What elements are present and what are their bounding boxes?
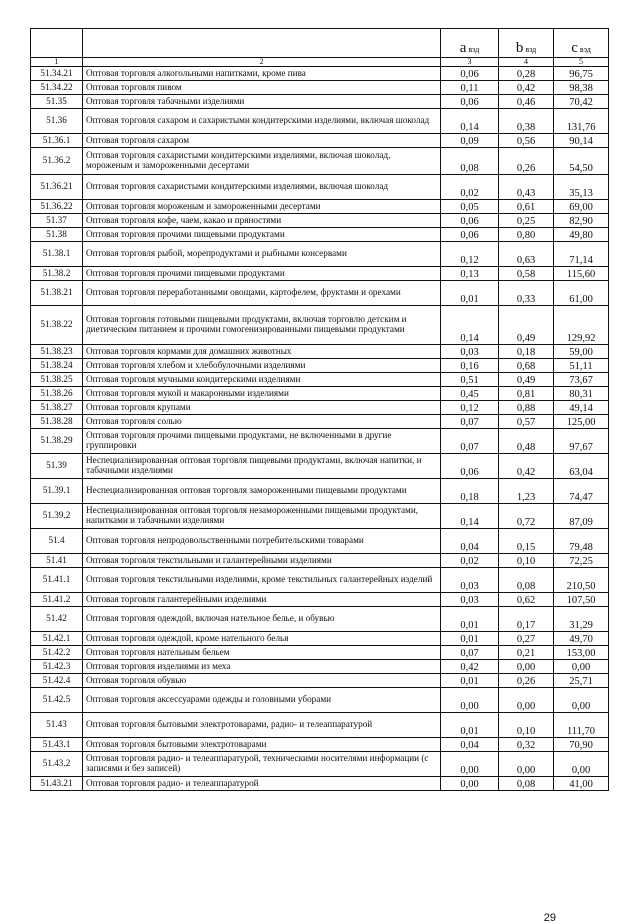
- row-value-c: 96,75: [554, 67, 609, 81]
- table-row: [31, 359, 609, 373]
- row-name: Оптовая торговля хлебом и хлебобулочными изделиями: [83, 359, 441, 373]
- row-code: 51.41.1: [31, 568, 83, 593]
- row-value-c: 49,14: [554, 401, 609, 415]
- row-code: 51.38.29: [31, 429, 83, 454]
- table-row: [31, 214, 609, 228]
- table-header: [31, 29, 609, 67]
- row-value-c: 153,00: [554, 646, 609, 660]
- row-value-b: 0,08: [499, 777, 554, 791]
- row-value-c: 61,00: [554, 281, 609, 306]
- row-code: 51.42.3: [31, 660, 83, 674]
- row-code: 51.35: [31, 95, 83, 109]
- row-name: Оптовая торговля радио- и телеаппаратурой, техническими носителями информации (с записями и без записей): [83, 752, 441, 777]
- table-row: [31, 228, 609, 242]
- row-value-a: 0,01: [441, 607, 499, 632]
- row-value-b: 0,00: [499, 752, 554, 777]
- row-name: Оптовая торговля текстильными и галантерейными изделиями: [83, 554, 441, 568]
- row-value-b: 0,80: [499, 228, 554, 242]
- row-name: Оптовая торговля сахаристыми кондитерскими изделиями, включая шоколад: [83, 175, 441, 200]
- row-value-a: 0,06: [441, 95, 499, 109]
- row-code: 51.43: [31, 713, 83, 738]
- row-code: 51.36.21: [31, 175, 83, 200]
- table-row: [31, 713, 609, 738]
- row-name: Оптовая торговля рыбой, морепродуктами и рыбными консервами: [83, 242, 441, 267]
- row-value-b: 0,38: [499, 109, 554, 134]
- row-value-a: 0,14: [441, 109, 499, 134]
- row-name: Неспециализированная оптовая торговля замороженными пищевыми продуктами: [83, 479, 441, 504]
- row-value-c: 41,00: [554, 777, 609, 791]
- table-row: [31, 607, 609, 632]
- row-value-a: 0,00: [441, 777, 499, 791]
- row-value-b: 0,49: [499, 306, 554, 345]
- header-col-a: a вэд: [441, 29, 499, 58]
- row-name: Оптовая торговля крупами: [83, 401, 441, 415]
- row-value-a: 0,07: [441, 646, 499, 660]
- row-value-a: 0,05: [441, 200, 499, 214]
- table-row: [31, 688, 609, 713]
- row-value-b: 0,57: [499, 415, 554, 429]
- table-row: [31, 281, 609, 306]
- row-code: 51.42.2: [31, 646, 83, 660]
- table-row: [31, 454, 609, 479]
- row-value-c: 54,50: [554, 148, 609, 175]
- row-value-c: 35,13: [554, 175, 609, 200]
- row-value-b: 0,56: [499, 134, 554, 148]
- row-value-a: 0,03: [441, 345, 499, 359]
- table-row: [31, 752, 609, 777]
- row-value-b: 0,61: [499, 200, 554, 214]
- row-name: Оптовая торговля аксессуарами одежды и головными уборами: [83, 688, 441, 713]
- row-value-c: 87,09: [554, 504, 609, 529]
- row-value-a: 0,07: [441, 415, 499, 429]
- row-value-a: 0,06: [441, 67, 499, 81]
- row-value-c: 129,92: [554, 306, 609, 345]
- row-code: 51.38.27: [31, 401, 83, 415]
- column-number: 3: [441, 58, 499, 67]
- row-value-b: 0,43: [499, 175, 554, 200]
- table-row: [31, 175, 609, 200]
- row-name: Оптовая торговля радио- и телеаппаратурой: [83, 777, 441, 791]
- row-value-b: 0,27: [499, 632, 554, 646]
- row-value-c: 70,42: [554, 95, 609, 109]
- row-value-a: 0,16: [441, 359, 499, 373]
- row-name: Оптовая торговля обувью: [83, 674, 441, 688]
- row-code: 51.43.2: [31, 752, 83, 777]
- row-code: 51.38.21: [31, 281, 83, 306]
- row-name: Оптовая торговля нательным бельем: [83, 646, 441, 660]
- row-value-b: 0,10: [499, 554, 554, 568]
- row-value-a: 0,13: [441, 267, 499, 281]
- row-code: 51.38.1: [31, 242, 83, 267]
- row-value-a: 0,01: [441, 713, 499, 738]
- document-page: [30, 28, 608, 924]
- header-code-cell: [31, 29, 83, 58]
- row-value-a: 0,06: [441, 214, 499, 228]
- row-value-c: 31,29: [554, 607, 609, 632]
- column-number: 2: [83, 58, 441, 67]
- row-name: Оптовая торговля переработанными овощами, картофелем, фруктами и орехами: [83, 281, 441, 306]
- row-name: Оптовая торговля изделиями из меха: [83, 660, 441, 674]
- row-value-a: 0,02: [441, 175, 499, 200]
- row-value-c: 0,00: [554, 752, 609, 777]
- row-value-a: 0,11: [441, 81, 499, 95]
- row-code: 51.36.1: [31, 134, 83, 148]
- column-number-row: [31, 58, 609, 67]
- row-name: Оптовая торговля кофе, чаем, какао и пряностями: [83, 214, 441, 228]
- row-value-b: 0,32: [499, 738, 554, 752]
- row-name: Неспециализированная оптовая торговля незамороженными пищевыми продуктами, напитками и табачными изделиями: [83, 504, 441, 529]
- row-value-a: 0,03: [441, 568, 499, 593]
- row-value-b: 0,62: [499, 593, 554, 607]
- row-value-b: 0,26: [499, 674, 554, 688]
- column-number: 4: [499, 58, 554, 67]
- row-code: 51.38.26: [31, 387, 83, 401]
- row-value-b: 0,81: [499, 387, 554, 401]
- row-value-b: 0,00: [499, 688, 554, 713]
- table-row: [31, 738, 609, 752]
- row-code: 51.39.2: [31, 504, 83, 529]
- row-name: Оптовая торговля бытовыми электротоварами: [83, 738, 441, 752]
- row-value-c: 131,76: [554, 109, 609, 134]
- table-row: [31, 646, 609, 660]
- row-code: 51.36: [31, 109, 83, 134]
- row-code: 51.43.21: [31, 777, 83, 791]
- table-row: [31, 267, 609, 281]
- row-code: 51.41.2: [31, 593, 83, 607]
- row-value-a: 0,01: [441, 632, 499, 646]
- row-value-a: 0,06: [441, 228, 499, 242]
- row-value-b: 0,18: [499, 345, 554, 359]
- row-value-a: 0,02: [441, 554, 499, 568]
- row-value-a: 0,08: [441, 148, 499, 175]
- row-code: 51.39.1: [31, 479, 83, 504]
- row-name: Оптовая торговля алкогольными напитками, кроме пива: [83, 67, 441, 81]
- column-number: 5: [554, 58, 609, 67]
- row-value-c: 90,14: [554, 134, 609, 148]
- row-value-a: 0,09: [441, 134, 499, 148]
- row-value-b: 1,23: [499, 479, 554, 504]
- row-value-c: 111,70: [554, 713, 609, 738]
- table-row: [31, 479, 609, 504]
- table-row: [31, 306, 609, 345]
- row-value-b: 0,08: [499, 568, 554, 593]
- row-code: 51.38: [31, 228, 83, 242]
- row-value-b: 0,58: [499, 267, 554, 281]
- row-value-b: 0,17: [499, 607, 554, 632]
- row-value-a: 0,06: [441, 454, 499, 479]
- row-value-c: 71,14: [554, 242, 609, 267]
- column-number: 1: [31, 58, 83, 67]
- row-code: 51.42.5: [31, 688, 83, 713]
- row-code: 51.34.22: [31, 81, 83, 95]
- row-name: Оптовая торговля мучными кондитерскими изделиями: [83, 373, 441, 387]
- row-value-b: 0,10: [499, 713, 554, 738]
- row-name: Оптовая торговля сахаристыми кондитерскими изделиями, включая шоколад, мороженым и замороженными десертами: [83, 148, 441, 175]
- row-value-a: 0,14: [441, 504, 499, 529]
- row-code: 51.38.24: [31, 359, 83, 373]
- row-value-c: 82,90: [554, 214, 609, 228]
- row-value-b: 0,15: [499, 529, 554, 554]
- row-value-c: 51,11: [554, 359, 609, 373]
- row-value-c: 74,47: [554, 479, 609, 504]
- row-value-b: 0,42: [499, 454, 554, 479]
- row-code: 51.36.22: [31, 200, 83, 214]
- row-value-c: 25,71: [554, 674, 609, 688]
- row-value-a: 0,04: [441, 738, 499, 752]
- header-col-b: b вэд: [499, 29, 554, 58]
- header-col-c: c вэд: [554, 29, 609, 58]
- table-row: [31, 148, 609, 175]
- row-value-c: 125,00: [554, 415, 609, 429]
- row-value-a: 0,45: [441, 387, 499, 401]
- header-row: [31, 29, 609, 58]
- row-name: Оптовая торговля сахаром: [83, 134, 441, 148]
- row-value-b: 0,68: [499, 359, 554, 373]
- row-value-b: 0,72: [499, 504, 554, 529]
- table-row: [31, 568, 609, 593]
- row-value-c: 79,48: [554, 529, 609, 554]
- page-number: 29: [543, 912, 556, 924]
- row-name: Оптовая торговля непродовольственными потребительскими товарами: [83, 529, 441, 554]
- table-row: [31, 345, 609, 359]
- row-code: 51.42.4: [31, 674, 83, 688]
- row-name: Оптовая торговля кормами для домашних животных: [83, 345, 441, 359]
- row-code: 51.38.22: [31, 306, 83, 345]
- row-name: Оптовая торговля пивом: [83, 81, 441, 95]
- row-value-b: 0,63: [499, 242, 554, 267]
- table-row: [31, 67, 609, 81]
- row-value-c: 59,00: [554, 345, 609, 359]
- row-value-a: 0,14: [441, 306, 499, 345]
- row-value-b: 0,28: [499, 67, 554, 81]
- row-value-c: 210,50: [554, 568, 609, 593]
- row-value-c: 69,00: [554, 200, 609, 214]
- row-value-b: 0,00: [499, 660, 554, 674]
- row-value-c: 97,67: [554, 429, 609, 454]
- row-value-b: 0,33: [499, 281, 554, 306]
- row-value-b: 0,26: [499, 148, 554, 175]
- row-name: Оптовая торговля мороженым и замороженными десертами: [83, 200, 441, 214]
- row-name: Оптовая торговля прочими пищевыми продуктами, не включенными в другие группировки: [83, 429, 441, 454]
- table-row: [31, 429, 609, 454]
- row-value-b: 0,25: [499, 214, 554, 228]
- row-value-c: 70,90: [554, 738, 609, 752]
- row-name: Оптовая торговля одеждой, включая нательное белье, и обувью: [83, 607, 441, 632]
- table-row: [31, 529, 609, 554]
- row-code: 51.34.21: [31, 67, 83, 81]
- row-value-a: 0,01: [441, 281, 499, 306]
- coefficients-table: [30, 28, 609, 791]
- row-value-a: 0,03: [441, 593, 499, 607]
- row-value-b: 0,88: [499, 401, 554, 415]
- row-name: Оптовая торговля мукой и макаронными изделиями: [83, 387, 441, 401]
- table-row: [31, 777, 609, 791]
- row-value-c: 72,25: [554, 554, 609, 568]
- row-name: Оптовая торговля табачными изделиями: [83, 95, 441, 109]
- row-value-a: 0,42: [441, 660, 499, 674]
- header-name-cell: [83, 29, 441, 58]
- row-name: Оптовая торговля прочими пищевыми продуктами: [83, 267, 441, 281]
- row-code: 51.38.28: [31, 415, 83, 429]
- row-value-a: 0,01: [441, 674, 499, 688]
- row-code: 51.38.25: [31, 373, 83, 387]
- row-value-a: 0,12: [441, 401, 499, 415]
- row-value-a: 0,00: [441, 752, 499, 777]
- row-value-b: 0,46: [499, 95, 554, 109]
- table-row: [31, 387, 609, 401]
- row-value-b: 0,42: [499, 81, 554, 95]
- row-code: 51.38.2: [31, 267, 83, 281]
- row-code: 51.4: [31, 529, 83, 554]
- row-value-c: 49,70: [554, 632, 609, 646]
- table-row: [31, 554, 609, 568]
- row-code: 51.42: [31, 607, 83, 632]
- row-code: 51.41: [31, 554, 83, 568]
- row-value-c: 0,00: [554, 688, 609, 713]
- row-name: Оптовая торговля бытовыми электротоварами, радио- и телеаппаратурой: [83, 713, 441, 738]
- row-name: Оптовая торговля готовыми пищевыми продуктами, включая торговлю детским и диетическим питанием и прочими гомогенизированными пищевыми продуктами: [83, 306, 441, 345]
- table-row: [31, 373, 609, 387]
- row-value-a: 0,04: [441, 529, 499, 554]
- row-value-c: 98,38: [554, 81, 609, 95]
- row-value-a: 0,07: [441, 429, 499, 454]
- row-code: 51.36.2: [31, 148, 83, 175]
- row-value-a: 0,12: [441, 242, 499, 267]
- table-row: [31, 200, 609, 214]
- table-row: [31, 632, 609, 646]
- row-value-c: 0,00: [554, 660, 609, 674]
- table-row: [31, 660, 609, 674]
- row-code: 51.37: [31, 214, 83, 228]
- row-value-c: 107,50: [554, 593, 609, 607]
- table-row: [31, 109, 609, 134]
- row-value-a: 0,18: [441, 479, 499, 504]
- row-code: 51.38.23: [31, 345, 83, 359]
- table-row: [31, 95, 609, 109]
- table-row: [31, 674, 609, 688]
- row-code: 51.39: [31, 454, 83, 479]
- row-name: Оптовая торговля солью: [83, 415, 441, 429]
- row-name: Оптовая торговля текстильными изделиями, кроме текстильных галантерейных изделий: [83, 568, 441, 593]
- table-row: [31, 504, 609, 529]
- row-value-b: 0,48: [499, 429, 554, 454]
- table-row: [31, 242, 609, 267]
- row-value-c: 115,60: [554, 267, 609, 281]
- table-row: [31, 401, 609, 415]
- row-name: Оптовая торговля прочими пищевыми продуктами: [83, 228, 441, 242]
- row-name: Оптовая торговля галантерейными изделиями: [83, 593, 441, 607]
- table-row: [31, 134, 609, 148]
- table-body: [31, 67, 609, 791]
- row-code: 51.43.1: [31, 738, 83, 752]
- row-value-c: 80,31: [554, 387, 609, 401]
- table-row: [31, 81, 609, 95]
- row-name: Неспециализированная оптовая торговля пищевыми продуктами, включая напитки, и табачными изделиями: [83, 454, 441, 479]
- row-value-c: 49,80: [554, 228, 609, 242]
- row-name: Оптовая торговля сахаром и сахаристыми кондитерскими изделиями, включая шоколад: [83, 109, 441, 134]
- table-row: [31, 593, 609, 607]
- row-value-a: 0,00: [441, 688, 499, 713]
- table-row: [31, 415, 609, 429]
- row-value-b: 0,21: [499, 646, 554, 660]
- row-code: 51.42.1: [31, 632, 83, 646]
- row-value-c: 73,67: [554, 373, 609, 387]
- row-value-b: 0,49: [499, 373, 554, 387]
- row-name: Оптовая торговля одеждой, кроме нательного белья: [83, 632, 441, 646]
- row-value-c: 63,04: [554, 454, 609, 479]
- row-value-a: 0,51: [441, 373, 499, 387]
